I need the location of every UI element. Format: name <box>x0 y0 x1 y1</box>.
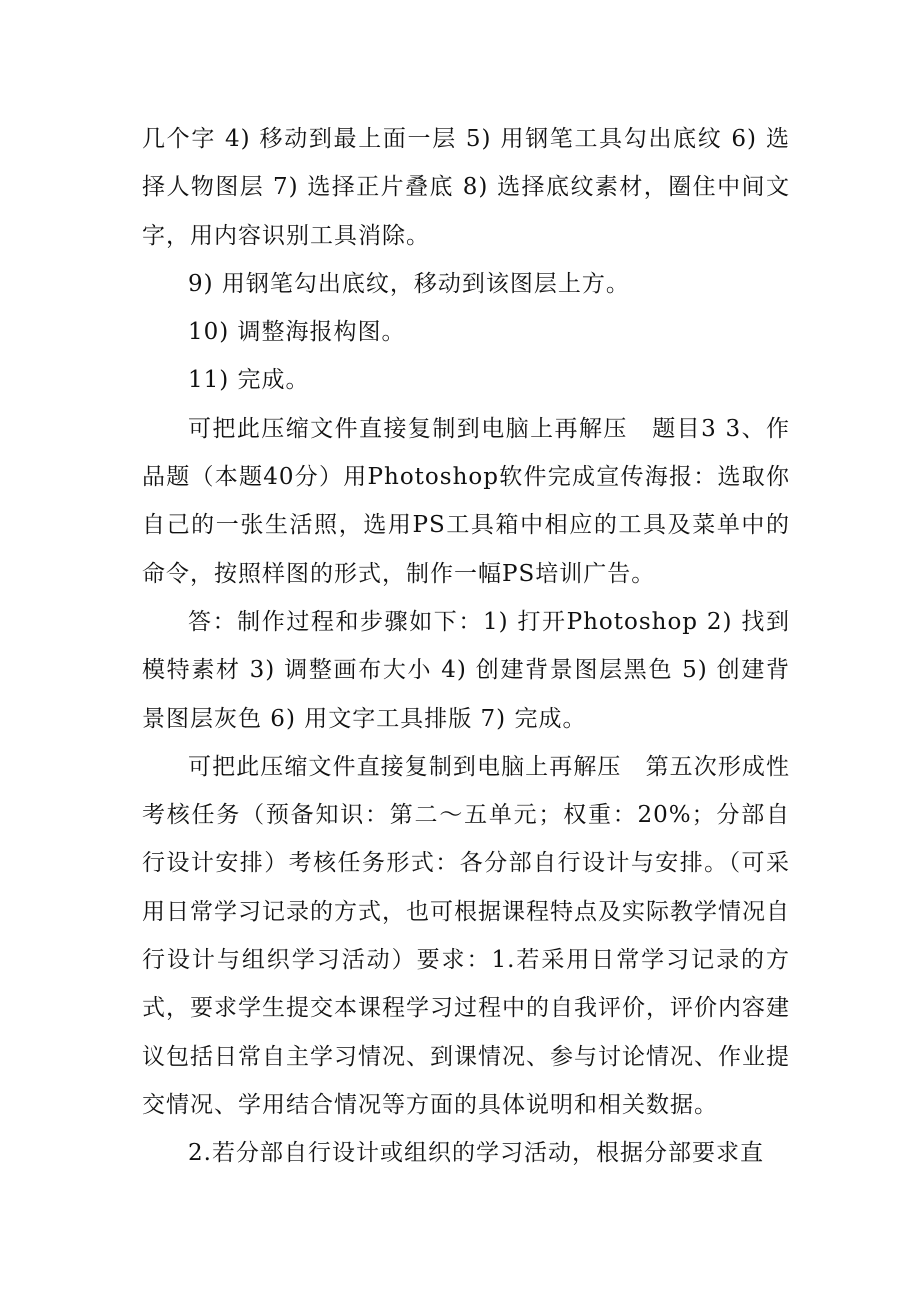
paragraph-8: 2.若分部自行设计或组织的学习活动，根据分部要求直 <box>188 1140 764 1167</box>
paragraph-1: 几个字 4) 移动到最上面一层 5) 用钢笔工具勾出底纹 6) 选择人物图层 7) 选择正片叠底 8) 选择底纹素材，圈住中间文字，用内容识别工具消除。 <box>142 126 790 249</box>
paragraph-6: 答：制作过程和步骤如下：1) 打开Photoshop 2) 找到模特素材 3) 调整画布大小 4) 创建背景图层黑色 5) 创建背景图层灰色 6) 用文字工具排版 7) 完成。 <box>142 608 790 732</box>
paragraph-7: 可把此压缩文件直接复制到电脑上再解压 第五次形成性考核任务（预备知识：第二～五单元；权重：20%；分部自行设计安排）考核任务形式：各分部自行设计与安排。（可采用日常学习记录的方式，也可根据课程特点及实际教学情况自行设计与组织学习活动）要求：1.若采用日常学习记录的方式，要求学生提交本课程学习过程中的自我评价，评价内容建议包括日常自主学习情况、到课情况、参与讨论情况、作业提交情况、学用结合情况等方面的具体说明和相关数据。 <box>142 753 790 1118</box>
paragraph-5: 可把此压缩文件直接复制到电脑上再解压 题目3 3、作品题（本题40分）用Photoshop软件完成宣传海报：选取你自己的一张生活照，选用PS工具箱中相应的工具及菜单中的命令，按照样图的形式，制作一幅PS培训广告。 <box>142 415 790 587</box>
paragraph-2: 9) 用钢笔勾出底纹，移动到该图层上方。 <box>188 270 630 297</box>
document-body <box>142 115 790 1178</box>
paragraph-4: 11) 完成。 <box>188 367 310 394</box>
paragraph-3: 10) 调整海报构图。 <box>188 319 406 346</box>
